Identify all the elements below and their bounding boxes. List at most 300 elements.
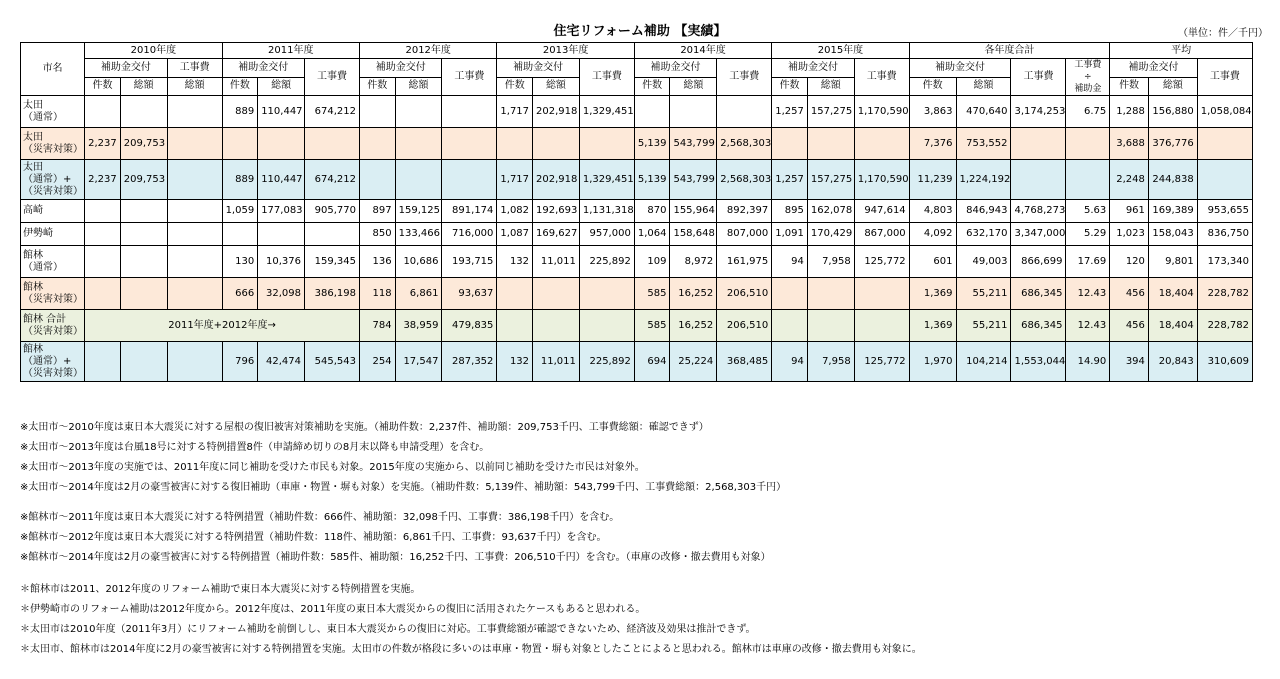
year-header: 2013年度 [497,43,634,59]
data-cell: 11,011 [533,246,580,278]
data-cell: 5,139 [634,128,670,160]
data-cell: 1,717 [497,160,533,200]
data-cell: 368,485 [717,342,772,382]
data-cell: 674,212 [305,96,360,128]
data-cell: 807,000 [717,223,772,246]
data-cell: 632,170 [956,223,1011,246]
count-header: 件数 [772,77,808,96]
data-cell [258,128,305,160]
data-cell: 130 [222,246,258,278]
data-cell: 1,023 [1110,223,1149,246]
data-cell: 889 [222,96,258,128]
city-name-line: （災害対策） [23,143,83,155]
city-name-line: 太田 [23,99,43,111]
data-cell [222,223,258,246]
data-cell: 110,447 [258,160,305,200]
data-cell [167,200,222,223]
count-header: 件数 [359,77,395,96]
amount-header: 総額 [258,77,305,96]
subsidy-header: 補助金交付 [909,59,1011,78]
data-cell: 16,252 [670,278,717,310]
data-cell: 585 [634,310,670,342]
data-cell: 5.29 [1066,223,1110,246]
data-cell: 666 [222,278,258,310]
data-cell: 961 [1110,200,1149,223]
data-cell: 891,174 [442,200,497,223]
note-line: ※太田市～2014年度は2月の豪雪被害に対する復旧補助（車庫・物置・塀も対象）を実施。（補助件数：5,139件、補助額：543,799千円、工事費総額：2,568,303千円） [20,482,787,493]
data-cell: 2,237 [85,160,121,200]
data-cell: 892,397 [717,200,772,223]
data-cell: 3,863 [909,96,956,128]
data-cell: 38,959 [395,310,442,342]
data-cell: 159,125 [395,200,442,223]
city-name-line: 館林 [23,249,43,261]
data-cell [807,128,854,160]
data-cell: 49,003 [956,246,1011,278]
data-cell [359,96,395,128]
notes-tatebayashi [20,508,771,568]
data-cell: 1,257 [772,160,808,200]
construction-header: 工事費 [167,59,222,78]
data-cell [120,246,167,278]
data-cell: 132 [497,342,533,382]
data-cell [120,278,167,310]
unit-label: （単位：件／千円） [1178,28,1268,39]
data-cell: 9,801 [1148,246,1197,278]
amount-header: 総額 [807,77,854,96]
data-cell: 5.63 [1066,200,1110,223]
year-header: 2014年度 [634,43,771,59]
data-cell: 125,772 [854,342,909,382]
data-cell [772,278,808,310]
data-cell: 6.75 [1066,96,1110,128]
data-cell [807,310,854,342]
data-cell: 686,345 [1011,278,1066,310]
data-cell: 836,750 [1197,223,1252,246]
data-cell: 120 [1110,246,1149,278]
construction-header: 工事費 [1011,59,1066,96]
data-cell [359,128,395,160]
note-line: ※太田市～2013年度の実施では、2011年度に同じ補助を受けた市民も対象。2015年度の実施から、以前同じ補助を受けた市民は対象外。 [20,462,645,473]
data-cell: 1,091 [772,223,808,246]
data-cell [258,223,305,246]
data-cell: 118 [359,278,395,310]
data-cell [167,223,222,246]
data-cell [497,278,533,310]
data-cell [167,342,222,382]
data-cell [854,278,909,310]
data-cell: 543,799 [670,128,717,160]
data-cell: 193,715 [442,246,497,278]
table-body [21,96,1253,382]
data-cell: 125,772 [854,246,909,278]
data-cell [167,278,222,310]
data-cell: 953,655 [1197,200,1252,223]
data-cell: 1,058,084 [1197,96,1252,128]
data-cell [85,246,121,278]
table-row [21,200,1253,223]
data-cell: 202,918 [533,96,580,128]
data-cell: 157,275 [807,160,854,200]
data-cell: 905,770 [305,200,360,223]
data-cell: 209,753 [120,128,167,160]
data-cell: 228,782 [1197,310,1252,342]
data-cell: 7,958 [807,246,854,278]
data-cell: 716,000 [442,223,497,246]
data-cell: 254 [359,342,395,382]
data-cell: 1,082 [497,200,533,223]
data-cell [1197,128,1252,160]
data-cell [85,342,121,382]
year-header: 2012年度 [359,43,496,59]
construction-header: 工事費 [854,59,909,96]
data-cell [533,128,580,160]
note-line: ※太田市～2013年度は台風18号に対する特例措置8件（申請締め切りの8月末以降も申請受理）を含む。 [20,442,490,453]
data-cell: 10,376 [258,246,305,278]
data-cell: 394 [1110,342,1149,382]
data-cell: 947,614 [854,200,909,223]
note-line: ※館林市～2011年度は東日本大震災に対する特例措置（補助件数：666件、補助額：32,098千円、工事費：386,198千円）を含む。 [20,512,620,523]
data-cell: 110,447 [258,96,305,128]
note-line: ※館林市～2014年度は2月の豪雪被害に対する特例措置（補助件数：585件、補助額：16,252千円、工事費：206,510千円）を含む。（車庫の改修・撤去費用も対象） [20,552,771,563]
ratio-header [1066,59,1110,96]
table-row [21,278,1253,310]
city-name-cell [21,223,85,246]
city-name-line: （災害対策） [23,325,83,337]
data-cell [395,160,442,200]
data-cell: 156,880 [1148,96,1197,128]
data-cell: 1,257 [772,96,808,128]
note-line: ＊伊勢崎市のリフォーム補助は2012年度から。2012年度は、2011年度の東日本大震災からの復旧に活用されたケースもあると思われる。 [20,604,646,615]
data-cell: 4,803 [909,200,956,223]
note-line: ※太田市～2010年度は東日本大震災に対する屋根の復旧被害対策補助を実施。（補助件数：2,237件、補助額：209,753千円、工事費総額：確認できず） [20,422,709,433]
data-cell: 895 [772,200,808,223]
data-cell [120,223,167,246]
table-row [21,160,1253,200]
count-header: 件数 [497,77,533,96]
data-cell: 16,252 [670,310,717,342]
data-cell: 287,352 [442,342,497,382]
city-name-line: （災害対策） [23,293,83,305]
data-cell: 12.43 [1066,310,1110,342]
data-cell: 386,198 [305,278,360,310]
data-cell: 192,693 [533,200,580,223]
data-cell: 228,782 [1197,278,1252,310]
city-name-line: 館林 [23,281,43,293]
data-cell: 674,212 [305,160,360,200]
data-cell: 1,224,192 [956,160,1011,200]
city-name-line: 館林 [23,343,43,355]
data-cell: 1,329,451 [579,160,634,200]
city-name-line: 高崎 [23,205,43,216]
data-cell [670,96,717,128]
average-header: 平均 [1110,43,1253,59]
data-cell: 1,717 [497,96,533,128]
city-name-line: （災害対策） [23,367,83,379]
year-header: 2015年度 [772,43,909,59]
city-name-cell [21,200,85,223]
table-row [21,246,1253,278]
data-cell: 7,958 [807,342,854,382]
data-cell [854,128,909,160]
data-cell: 4,092 [909,223,956,246]
data-cell: 1,369 [909,278,956,310]
table-row [21,223,1253,246]
data-cell: 17,547 [395,342,442,382]
data-cell: 1,970 [909,342,956,382]
data-cell: 870 [634,200,670,223]
data-cell [579,310,634,342]
data-cell: 161,975 [717,246,772,278]
data-cell [359,160,395,200]
city-name-line: （通常）+ [23,355,72,367]
data-cell: 1,087 [497,223,533,246]
note-line: ＊館林市は2011、2012年度のリフォーム補助で東日本大震災に対する特例措置を実施。 [20,584,421,595]
city-name-line: 伊勢崎 [23,228,53,239]
table-row [21,128,1253,160]
data-cell [1066,128,1110,160]
data-cell: 94 [772,342,808,382]
header-row-groups [21,59,1253,78]
subsidy-header: 補助金交付 [1110,59,1198,78]
data-cell [85,278,121,310]
data-cell: 209,753 [120,160,167,200]
data-cell: 2,237 [85,128,121,160]
data-cell: 10,686 [395,246,442,278]
data-cell: 1,288 [1110,96,1149,128]
data-cell: 159,345 [305,246,360,278]
table-row [21,342,1253,382]
subsidy-header: 補助金交付 [222,59,304,78]
data-cell: 1,170,590 [854,160,909,200]
data-cell: 470,640 [956,96,1011,128]
city-name-cell [21,246,85,278]
data-cell: 889 [222,160,258,200]
data-cell [305,128,360,160]
construction-header: 工事費 [1197,59,1252,96]
data-cell: 4,768,273 [1011,200,1066,223]
data-cell: 17.69 [1066,246,1110,278]
count-header: 件数 [1110,77,1149,96]
data-cell [579,128,634,160]
data-cell: 155,964 [670,200,717,223]
data-cell: 20,843 [1148,342,1197,382]
data-cell: 169,627 [533,223,580,246]
amount-header: 総額 [1148,77,1197,96]
city-header: 市名 [21,43,85,96]
data-cell: 456 [1110,310,1149,342]
data-cell: 18,404 [1148,278,1197,310]
year-header: 2011年度 [222,43,359,59]
data-cell: 132 [497,246,533,278]
amount-header: 総額 [120,77,167,96]
data-cell: 55,211 [956,278,1011,310]
data-cell: 1,059 [222,200,258,223]
city-name-line: 太田 [23,161,43,173]
data-cell [167,246,222,278]
data-cell [167,128,222,160]
construction-header: 工事費 [579,59,634,96]
data-cell: 3,347,000 [1011,223,1066,246]
city-name-line: （通常） [23,261,63,273]
city-name-cell [21,310,85,342]
data-cell: 3,174,253 [1011,96,1066,128]
count-header: 件数 [85,77,121,96]
city-name-cell [21,278,85,310]
span-note-cell: 2011年度+2012年度→ [85,310,360,342]
data-cell: 157,275 [807,96,854,128]
data-cell: 2,568,303 [717,160,772,200]
amount-header: 総額 [670,77,717,96]
data-cell: 957,000 [579,223,634,246]
data-cell: 850 [359,223,395,246]
city-name-cell [21,160,85,200]
data-cell [772,128,808,160]
data-cell [442,128,497,160]
data-cell [222,128,258,160]
ratio-header-line1: 工事費 [1074,60,1102,70]
data-cell: 177,083 [258,200,305,223]
data-cell: 11,239 [909,160,956,200]
data-cell: 1,329,451 [579,96,634,128]
data-cell [854,310,909,342]
data-cell [305,223,360,246]
data-cell [1011,160,1066,200]
data-cell [442,96,497,128]
construction-header: 工事費 [305,59,360,96]
data-cell: 173,340 [1197,246,1252,278]
data-cell [497,310,533,342]
data-cell [85,96,121,128]
data-cell [533,278,580,310]
data-cell: 18,404 [1148,310,1197,342]
data-cell [772,310,808,342]
data-cell: 11,011 [533,342,580,382]
data-cell: 310,609 [1197,342,1252,382]
subsidy-header: 補助金交付 [85,59,167,78]
data-cell: 136 [359,246,395,278]
data-cell: 694 [634,342,670,382]
data-cell [167,160,222,200]
data-cell [1011,128,1066,160]
data-cell: 376,776 [1148,128,1197,160]
data-cell: 170,429 [807,223,854,246]
data-cell: 1,064 [634,223,670,246]
amount-header: 総額 [533,77,580,96]
data-cell: 1,170,590 [854,96,909,128]
data-cell [533,310,580,342]
data-cell: 32,098 [258,278,305,310]
data-cell: 897 [359,200,395,223]
data-cell: 753,552 [956,128,1011,160]
data-cell: 206,510 [717,278,772,310]
data-cell [497,128,533,160]
data-cell [120,96,167,128]
data-cell: 3,688 [1110,128,1149,160]
notes-ota [20,418,786,498]
data-cell [120,342,167,382]
note-line: ※館林市～2012年度は東日本大震災に対する特例措置（補助件数：118件、補助額：6,861千円、工事費：93,637千円）を含む。 [20,532,607,543]
count-header: 件数 [634,77,670,96]
data-cell [634,96,670,128]
count-header: 件数 [222,77,258,96]
note-line: ＊太田市は2010年度（2011年3月）にリフォーム補助を前倒しし、東日本大震災からの復旧に対応。工事費総額が確認できないため、経済波及効果は推計できず。 [20,624,756,635]
data-cell: 25,224 [670,342,717,382]
table-row [21,96,1253,128]
ratio-header-line2: ÷ [1084,72,1092,82]
data-cell [167,96,222,128]
data-cell: 8,972 [670,246,717,278]
data-cell: 12.43 [1066,278,1110,310]
data-cell: 94 [772,246,808,278]
data-cell [807,278,854,310]
total-header: 各年度合計 [909,43,1110,59]
data-cell [1066,160,1110,200]
data-cell [120,200,167,223]
note-line: ＊太田市、館林市は2014年度に2月の豪雪被害に対する特例措置を実施。太田市の件数が格段に多いのは車庫・物置・塀も対象としたことによると思われる。館林市は車庫の改修・撤去費用も対象に。 [20,644,922,655]
data-cell: 225,892 [579,246,634,278]
amount-header: 総額 [956,77,1011,96]
header-row-years [21,43,1253,59]
data-cell: 244,838 [1148,160,1197,200]
data-cell: 867,000 [854,223,909,246]
subsidy-header: 補助金交付 [634,59,716,78]
data-cell: 2,568,303 [717,128,772,160]
count-header: 件数 [909,77,956,96]
data-cell: 93,637 [442,278,497,310]
data-cell: 686,345 [1011,310,1066,342]
amount-header: 総額 [395,77,442,96]
data-cell: 225,892 [579,342,634,382]
city-name-line: 太田 [23,131,43,143]
data-cell [395,128,442,160]
ratio-header-line3: 補助金 [1074,84,1102,94]
data-cell: 601 [909,246,956,278]
data-cell: 55,211 [956,310,1011,342]
data-cell [442,160,497,200]
data-cell: 784 [359,310,395,342]
data-cell: 456 [1110,278,1149,310]
data-cell: 846,943 [956,200,1011,223]
data-cell [85,223,121,246]
data-cell: 7,376 [909,128,956,160]
data-cell: 158,043 [1148,223,1197,246]
amount-header: 総額 [167,77,222,96]
data-cell: 796 [222,342,258,382]
data-cell: 14.90 [1066,342,1110,382]
city-name-line: （災害対策） [23,185,83,197]
data-cell: 158,648 [670,223,717,246]
subsidy-header: 補助金交付 [497,59,579,78]
data-cell: 206,510 [717,310,772,342]
data-cell [1197,160,1252,200]
data-cell: 1,131,318 [579,200,634,223]
city-name-line: （通常）+ [23,173,72,185]
data-cell: 1,553,044 [1011,342,1066,382]
data-cell: 109 [634,246,670,278]
subsidy-header: 補助金交付 [359,59,441,78]
data-cell: 202,918 [533,160,580,200]
construction-header: 工事費 [442,59,497,96]
data-cell: 866,699 [1011,246,1066,278]
data-cell: 479,835 [442,310,497,342]
data-cell [85,200,121,223]
data-cell: 162,078 [807,200,854,223]
data-cell: 2,248 [1110,160,1149,200]
data-cell: 169,389 [1148,200,1197,223]
notes-summary [20,580,922,660]
table-row [21,310,1253,342]
